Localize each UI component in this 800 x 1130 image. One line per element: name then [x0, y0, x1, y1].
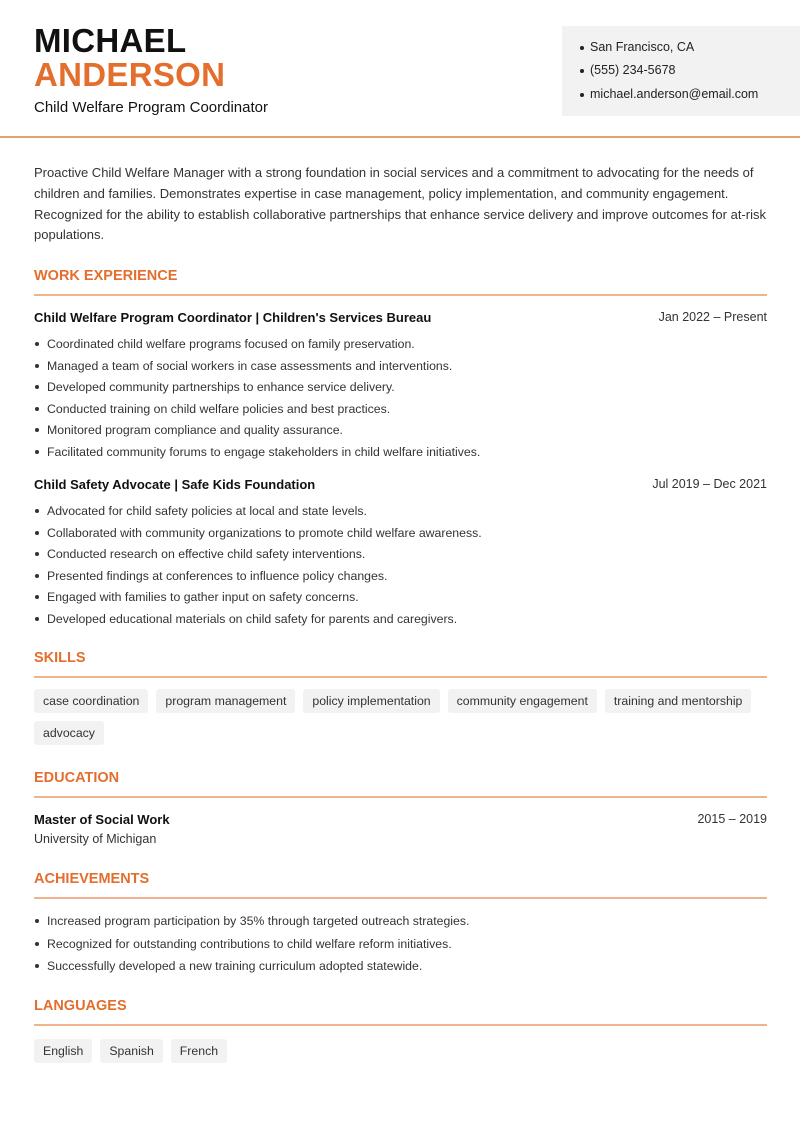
contact-box	[562, 26, 800, 116]
language-chip: French	[171, 1039, 227, 1063]
list-item: Developed educational materials on child safety for parents and caregivers.	[34, 612, 754, 634]
section-divider	[34, 1024, 767, 1026]
skill-chip: advocacy	[34, 721, 104, 745]
job-bullets-2	[34, 504, 754, 633]
skill-chip: training and mentorship	[605, 689, 752, 713]
profile-summary: Proactive Child Welfare Manager with a strong foundation in social services and a commitment to advocating for the needs of children and families. Demonstrates expertise in case management, policy implementation, and community engagement. Recognized for the ability to establish collaborative partnerships that enhance service delivery and improve outcomes for at-risk populations.	[34, 165, 766, 243]
list-item: Facilitated community forums to engage stakeholders in child welfare initiatives.	[34, 445, 754, 467]
contact-location: San Francisco, CA	[590, 40, 695, 54]
language-chip: Spanish	[100, 1039, 162, 1063]
job-title: Child Welfare Program Coordinator	[34, 99, 268, 116]
list-item: Developed community partnerships to enhance service delivery.	[34, 380, 754, 402]
list-item: Advocated for child safety policies at local and state levels.	[34, 504, 754, 526]
list-item: Increased program participation by 35% through targeted outreach strategies.	[34, 914, 754, 937]
section-divider	[34, 897, 767, 899]
list-item: Monitored program compliance and quality assurance.	[34, 423, 754, 445]
contact-email[interactable]: michael.anderson@email.com	[590, 87, 759, 101]
section-divider	[34, 796, 767, 798]
list-item: Recognized for outstanding contributions to child welfare reform initiatives.	[34, 937, 754, 960]
skill-chip: community engagement	[448, 689, 597, 713]
skill-chip: case coordination	[34, 689, 148, 713]
skill-chip: program management	[156, 689, 295, 713]
list-item: Successfully developed a new training curriculum adopted statewide.	[34, 959, 754, 982]
skills-list	[34, 689, 774, 745]
resume-header	[0, 0, 800, 138]
list-item: Coordinated child welfare programs focused on family preservation.	[34, 337, 754, 359]
last-name: ANDERSON	[34, 56, 226, 93]
job-title-1: Child Welfare Program Coordinator | Children's Services Bureau	[34, 310, 432, 325]
contact-phone: (555) 234-5678	[590, 63, 676, 77]
job-dates-2: Jul 2019 – Dec 2021	[652, 477, 767, 491]
first-name: MICHAEL	[34, 22, 187, 59]
list-item: Presented findings at conferences to influence policy changes.	[34, 569, 754, 591]
list-item: Engaged with families to gather input on safety concerns.	[34, 590, 754, 612]
achievements-list	[34, 914, 754, 982]
list-item: Collaborated with community organizations to promote child welfare awareness.	[34, 526, 754, 548]
education-school: University of Michigan	[34, 832, 157, 846]
language-chip: English	[34, 1039, 92, 1063]
list-item: Conducted training on child welfare policies and best practices.	[34, 402, 754, 424]
skill-chip: policy implementation	[303, 689, 439, 713]
languages-list	[34, 1039, 774, 1063]
section-title-languages: LANGUAGES	[34, 998, 127, 1014]
section-divider	[34, 294, 767, 296]
education-dates: 2015 – 2019	[697, 812, 767, 826]
section-title-achievements: ACHIEVEMENTS	[34, 871, 150, 887]
job-dates-1: Jan 2022 – Present	[658, 310, 767, 324]
section-title-skills: SKILLS	[34, 650, 86, 666]
education-degree: Master of Social Work	[34, 812, 170, 827]
section-divider	[34, 676, 767, 678]
job-title-2: Child Safety Advocate | Safe Kids Foundation	[34, 477, 316, 492]
section-title-education: EDUCATION	[34, 770, 120, 786]
section-title-work: WORK EXPERIENCE	[34, 268, 178, 284]
list-item: Managed a team of social workers in case assessments and interventions.	[34, 359, 754, 381]
list-item: Conducted research on effective child safety interventions.	[34, 547, 754, 569]
job-bullets-1	[34, 337, 754, 466]
